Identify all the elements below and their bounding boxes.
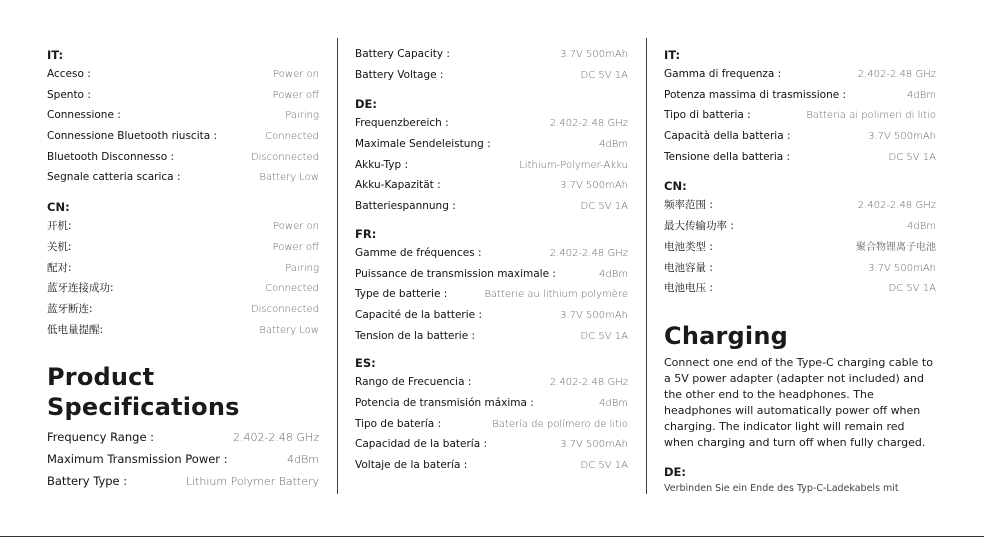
spec-row: Spento : Power off	[47, 88, 319, 101]
de-spec-list	[355, 113, 628, 216]
lang-heading-it: IT:	[664, 48, 681, 62]
column-divider-left	[337, 38, 338, 494]
column-divider-right	[646, 38, 647, 494]
lang-heading-cn: CN:	[47, 200, 70, 215]
spec-row: Gamme de fréquences : 2.402-2.48 GHz	[355, 246, 628, 259]
spec-row: Maximale Sendeleistung : 4dBm	[355, 138, 628, 151]
spec-row: Voltaje de la batería : DC 5V 1A	[355, 459, 628, 471]
spec-row: Tipo de batería : Batería de polímero de litio	[355, 417, 628, 430]
spec-row: Tipo di batteria : Batteria ai polimeri di litio	[664, 109, 936, 122]
spec-row: Tensione della batteria : DC 5V 1A	[664, 150, 936, 163]
lang-heading-fr: FR:	[355, 226, 377, 241]
spec-row: Potencia de transmisión máxima : 4dBm	[355, 396, 628, 409]
spec-row: Rango de Frecuencia : 2.402-2.48 GHz	[355, 376, 628, 389]
spec-row: 开机: Power on	[47, 220, 319, 233]
spec-row: 电池容量 : 3.7V 500mAh	[664, 261, 936, 274]
lang-heading-es: ES:	[355, 356, 376, 371]
column-3	[664, 38, 936, 497]
spec-row: 蓝牙连接成功: Connected	[47, 282, 319, 295]
spec-row: Bluetooth Disconnesso : Disconnected	[47, 150, 319, 163]
spec-row: Akku-Kapazität : 3.7V 500mAh	[355, 179, 628, 192]
spec-row: 电池电压 : DC 5V 1A	[664, 282, 936, 295]
spec-row: Battery Voltage : DC 5V 1A	[355, 68, 628, 81]
spec-row: Capacità della batteria : 3.7V 500mAh	[664, 130, 936, 143]
product-specifications-title: Product Specifications	[47, 363, 240, 422]
spec-row: Frequenzbereich : 2.402-2.48 GHz	[355, 117, 628, 130]
spec-row: Capacité de la batterie : 3.7V 500mAh	[355, 308, 628, 321]
charging-title: Charging	[664, 321, 789, 350]
lang-heading-de: DE:	[664, 464, 687, 479]
it-indicator-list	[47, 64, 319, 188]
spec-row: Maximum Transmission Power : 4dBm	[47, 452, 319, 467]
charging-instructions-de: Verbinden Sie ein Ende des Typ-C-Ladekabels mit	[664, 482, 899, 494]
spec-row: Acceso : Power on	[47, 68, 319, 80]
spec-row: 关机: Power off	[47, 240, 319, 253]
spec-row: Battery Type : Lithium Polymer Battery	[47, 474, 319, 489]
charging-instructions: Connect one end of the Type-C charging cable to a 5V power adapter (adapter not included) and the other end to the headphones. The headphones will automatically power off when charging. The indicator light will remain red when charging and turn off when fully charged.	[664, 355, 933, 449]
spec-row: Akku-Typ : Lithium-Polymer-Akku	[355, 158, 628, 171]
spec-row: 电池类型 : 聚合物锂离子电池	[664, 240, 936, 253]
en-spec-continued	[355, 44, 628, 85]
spec-row: Battery Capacity : 3.7V 500mAh	[355, 48, 628, 60]
spec-row: 蓝牙断连: Disconnected	[47, 302, 319, 315]
spec-row: Connessione : Pairing	[47, 109, 319, 122]
cn-spec-list	[664, 195, 936, 298]
es-spec-list	[355, 372, 628, 475]
spec-row: Puissance de transmission maximale : 4dBm	[355, 267, 628, 280]
spec-row: Capacidad de la batería : 3.7V 500mAh	[355, 438, 628, 451]
spec-row: 配对: Pairing	[47, 261, 319, 274]
spec-row: Gamma di frequenza : 2.402-2.48 GHz	[664, 68, 936, 80]
spec-row: Segnale catteria scarica : Battery Low	[47, 171, 319, 184]
spec-row: Connessione Bluetooth riuscita : Connected	[47, 130, 319, 143]
fr-spec-list	[355, 243, 628, 346]
lang-heading-de: DE:	[355, 97, 378, 112]
product-spec-list	[47, 426, 319, 492]
page-bottom-rule	[0, 536, 984, 537]
cn-indicator-list	[47, 216, 319, 340]
lang-heading-cn: CN:	[664, 179, 687, 194]
column-1	[47, 38, 319, 492]
lang-heading-it: IT:	[47, 48, 64, 62]
spec-row: 最大传输功率 : 4dBm	[664, 220, 936, 233]
spec-row: Batteriespannung : DC 5V 1A	[355, 200, 628, 213]
spec-row: Potenza massima di trasmissione : 4dBm	[664, 88, 936, 101]
it-spec-list	[664, 64, 936, 167]
column-2	[355, 44, 628, 476]
spec-row: 低电量提醒: Battery Low	[47, 323, 319, 336]
spec-row: Type de batterie : Batterie au lithium polymère	[355, 288, 628, 301]
spec-row: Frequency Range : 2.402-2.48 GHz	[47, 430, 319, 445]
spec-row: 频率范围 : 2.402-2.48 GHz	[664, 199, 936, 212]
spec-row: Tension de la batterie : DC 5V 1A	[355, 329, 628, 342]
